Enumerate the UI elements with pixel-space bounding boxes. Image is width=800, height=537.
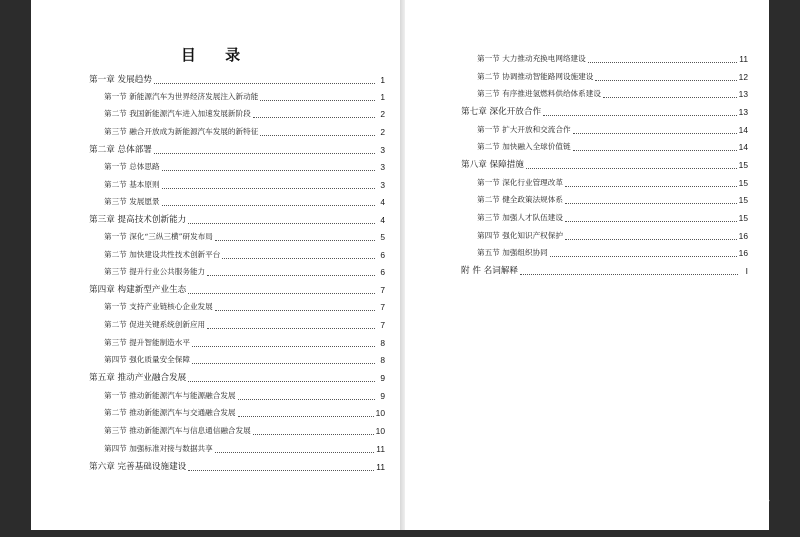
toc-page-number: 11 bbox=[376, 444, 385, 454]
toc-entry-label: 第二章 总体部署 bbox=[89, 145, 152, 155]
toc-page-number: 12 bbox=[738, 72, 748, 82]
toc-section-entry[interactable] bbox=[104, 353, 385, 367]
toc-page-number: 9 bbox=[380, 373, 385, 383]
toc-page-number: 9 bbox=[380, 391, 385, 401]
toc-dot-leader bbox=[520, 273, 738, 275]
toc-page-number: 8 bbox=[380, 338, 385, 348]
toc-dot-leader bbox=[238, 398, 375, 400]
toc-page-number: 3 bbox=[380, 180, 385, 190]
toc-dot-leader bbox=[162, 204, 375, 206]
toc-dot-leader bbox=[154, 82, 375, 84]
toc-section-entry[interactable] bbox=[104, 336, 385, 350]
toc-section-entry[interactable] bbox=[477, 70, 748, 84]
toc-chapter-entry[interactable] bbox=[461, 158, 748, 172]
toc-section-entry[interactable] bbox=[477, 229, 748, 243]
toc-dot-leader bbox=[260, 99, 375, 101]
toc-page-number: I bbox=[745, 266, 748, 276]
toc-dot-leader bbox=[188, 292, 375, 294]
toc-chapter-entry[interactable] bbox=[461, 264, 748, 278]
toc-page-number: 7 bbox=[380, 285, 385, 295]
toc-title: 目 录 bbox=[180, 46, 253, 64]
toc-page-number: 14 bbox=[738, 142, 748, 152]
toc-dot-leader bbox=[222, 257, 375, 259]
toc-entry-label: 第三章 提高技术创新能力 bbox=[89, 215, 187, 225]
toc-dot-leader bbox=[192, 362, 375, 364]
toc-section-entry[interactable] bbox=[477, 87, 748, 101]
toc-entry-label: 第一节 扩大开放和交流合作 bbox=[477, 125, 571, 134]
toc-page-number: 15 bbox=[738, 195, 748, 205]
toc-page-number: 2 bbox=[380, 109, 385, 119]
toc-entry-label: 第一节 总体思路 bbox=[104, 162, 160, 171]
toc-entry-label: 第一节 深化行业管理改革 bbox=[477, 178, 563, 187]
toc-entry-label: 第五章 推动产业融合发展 bbox=[89, 373, 187, 383]
toc-entry-label: 第二节 健全政策法规体系 bbox=[477, 195, 563, 204]
toc-section-entry[interactable] bbox=[477, 52, 748, 66]
toc-page-number: 10 bbox=[375, 408, 385, 418]
toc-dot-leader bbox=[207, 327, 375, 329]
toc-section-entry[interactable] bbox=[104, 424, 385, 438]
toc-entry-label: 第三节 加强人才队伍建设 bbox=[477, 213, 563, 222]
toc-section-entry[interactable] bbox=[104, 160, 385, 174]
toc-page-number: 4 bbox=[380, 197, 385, 207]
toc-dot-leader bbox=[154, 152, 375, 154]
toc-section-entry[interactable] bbox=[477, 176, 748, 190]
toc-section-entry[interactable] bbox=[104, 442, 385, 456]
toc-dot-leader bbox=[207, 274, 375, 276]
toc-section-entry[interactable] bbox=[104, 406, 385, 420]
toc-dot-leader bbox=[238, 415, 374, 417]
toc-entry-label: 第三节 推动新能源汽车与信息通信融合发展 bbox=[104, 426, 251, 435]
toc-section-entry[interactable] bbox=[477, 193, 748, 207]
toc-entry-label: 第一节 大力推动充换电网络建设 bbox=[477, 54, 586, 63]
toc-entry-label: 第六章 完善基础设施建设 bbox=[89, 462, 187, 472]
toc-entry-label: 第五节 加强组织协同 bbox=[477, 248, 548, 257]
toc-page-number: 3 bbox=[380, 145, 385, 155]
toc-page-number: 6 bbox=[380, 267, 385, 277]
toc-page-number: 2 bbox=[380, 127, 385, 137]
toc-chapter-entry[interactable] bbox=[89, 73, 385, 87]
toc-entry-label: 第三节 融合开放成为新能源汽车发展的新特征 bbox=[104, 127, 259, 136]
toc-entry-label: 第四章 构建新型产业生态 bbox=[89, 285, 187, 295]
toc-dot-leader bbox=[215, 239, 375, 241]
toc-entry-label: 第三节 提升智能制造水平 bbox=[104, 338, 190, 347]
toc-dot-leader bbox=[192, 345, 375, 347]
toc-chapter-entry[interactable] bbox=[89, 143, 385, 157]
toc-section-entry[interactable] bbox=[104, 195, 385, 209]
toc-entry-label: 第四节 加强标准对接与数据共享 bbox=[104, 444, 213, 453]
toc-entry-label: 第二节 我国新能源汽车进入加速发展新阶段 bbox=[104, 109, 251, 118]
toc-page-number: 14 bbox=[738, 125, 748, 135]
toc-page-number: 1 bbox=[380, 75, 385, 85]
toc-dot-leader bbox=[162, 169, 375, 171]
toc-chapter-entry[interactable] bbox=[89, 213, 385, 227]
toc-dot-leader bbox=[565, 185, 737, 187]
toc-entry-label: 第一节 深化“三纵三横”研发布局 bbox=[104, 232, 213, 241]
toc-entry-label: 第三节 有序推进氢燃料供给体系建设 bbox=[477, 89, 601, 98]
toc-entry-label: 第二节 基本原则 bbox=[104, 180, 160, 189]
toc-chapter-entry[interactable] bbox=[89, 371, 385, 385]
toc-dot-leader bbox=[550, 255, 737, 257]
toc-page-number: 16 bbox=[738, 248, 748, 258]
toc-section-entry[interactable] bbox=[477, 211, 748, 225]
toc-entry-label: 第二节 推动新能源汽车与交通融合发展 bbox=[104, 408, 236, 417]
toc-dot-leader bbox=[595, 79, 736, 81]
toc-dot-leader bbox=[603, 96, 737, 98]
toc-section-entry[interactable] bbox=[104, 248, 385, 262]
toc-dot-leader bbox=[588, 61, 738, 63]
toc-section-entry[interactable] bbox=[477, 246, 748, 260]
toc-page-number: 16 bbox=[738, 231, 748, 241]
toc-page-number: 5 bbox=[380, 232, 385, 242]
toc-dot-leader bbox=[543, 114, 737, 116]
toc-page-number: 13 bbox=[738, 89, 748, 99]
toc-entry-label: 第三节 发展愿景 bbox=[104, 197, 160, 206]
toc-entry-label: 第一章 发展趋势 bbox=[89, 75, 152, 85]
toc-entry-label: 第二节 促进关键系统创新应用 bbox=[104, 320, 206, 329]
toc-dot-leader bbox=[188, 222, 375, 224]
toc-page-number: 3 bbox=[380, 162, 385, 172]
toc-dot-leader bbox=[188, 469, 374, 471]
right-page bbox=[405, 0, 769, 530]
toc-dot-leader bbox=[565, 202, 737, 204]
toc-section-entry[interactable] bbox=[104, 107, 385, 121]
toc-dot-leader bbox=[162, 187, 375, 189]
toc-entry-label: 第二节 加快建设共性技术创新平台 bbox=[104, 250, 221, 259]
toc-entry-label: 第四节 强化质量安全保障 bbox=[104, 355, 190, 364]
toc-page-number: 15 bbox=[738, 178, 748, 188]
left-page bbox=[31, 0, 402, 530]
toc-page-number: 11 bbox=[376, 462, 385, 472]
toc-dot-leader bbox=[565, 220, 737, 222]
toc-page-number: 15 bbox=[738, 213, 748, 223]
toc-page-number: 4 bbox=[380, 215, 385, 225]
toc-entry-label: 第二节 加快融入全球价值链 bbox=[477, 142, 571, 151]
toc-section-entry[interactable] bbox=[104, 230, 385, 244]
toc-entry-label: 第一节 支持产业链核心企业发展 bbox=[104, 302, 213, 311]
toc-section-entry[interactable] bbox=[104, 178, 385, 192]
toc-section-entry[interactable] bbox=[104, 300, 385, 314]
toc-entry-label: 第一节 推动新能源汽车与能源融合发展 bbox=[104, 391, 236, 400]
toc-section-entry[interactable] bbox=[104, 318, 385, 332]
toc-section-entry[interactable] bbox=[104, 265, 385, 279]
toc-page-number: 11 bbox=[739, 54, 748, 64]
toc-section-entry[interactable] bbox=[104, 125, 385, 139]
watermark-logo: 车东西 bbox=[698, 498, 768, 523]
toc-dot-leader bbox=[188, 380, 375, 382]
toc-dot-leader bbox=[253, 433, 374, 435]
toc-dot-leader bbox=[253, 116, 375, 118]
toc-dot-leader bbox=[526, 167, 737, 169]
toc-dot-leader bbox=[260, 134, 375, 136]
toc-entry-label: 第三节 提升行业公共服务能力 bbox=[104, 267, 206, 276]
toc-entry-label: 第一节 新能源汽车为世界经济发展注入新动能 bbox=[104, 92, 259, 101]
toc-dot-leader bbox=[573, 149, 737, 151]
toc-page-number: 7 bbox=[380, 302, 385, 312]
toc-entry-label: 附 件 名词解释 bbox=[461, 266, 519, 276]
toc-page-number: 6 bbox=[380, 250, 385, 260]
toc-page-number: 15 bbox=[738, 160, 748, 170]
toc-page-number: 7 bbox=[380, 320, 385, 330]
toc-dot-leader bbox=[215, 309, 375, 311]
toc-page-number: 10 bbox=[375, 426, 385, 436]
toc-chapter-entry[interactable] bbox=[89, 460, 385, 474]
toc-entry-label: 第八章 保障措施 bbox=[461, 160, 524, 170]
toc-section-entry[interactable] bbox=[477, 123, 748, 137]
toc-entry-label: 第二节 协调推动智能路网设施建设 bbox=[477, 72, 594, 81]
toc-dot-leader bbox=[215, 451, 375, 453]
toc-chapter-entry[interactable] bbox=[89, 283, 385, 297]
toc-dot-leader bbox=[573, 132, 737, 134]
toc-dot-leader bbox=[565, 238, 737, 240]
toc-section-entry[interactable] bbox=[104, 389, 385, 403]
toc-section-entry[interactable] bbox=[104, 90, 385, 104]
toc-chapter-entry[interactable] bbox=[461, 105, 748, 119]
toc-section-entry[interactable] bbox=[477, 140, 748, 154]
toc-page-number: 13 bbox=[738, 107, 748, 117]
toc-entry-label: 第四节 强化知识产权保护 bbox=[477, 231, 563, 240]
toc-entry-label: 第七章 深化开放合作 bbox=[461, 107, 542, 117]
toc-page-number: 8 bbox=[380, 355, 385, 365]
toc-page-number: 1 bbox=[380, 92, 385, 102]
